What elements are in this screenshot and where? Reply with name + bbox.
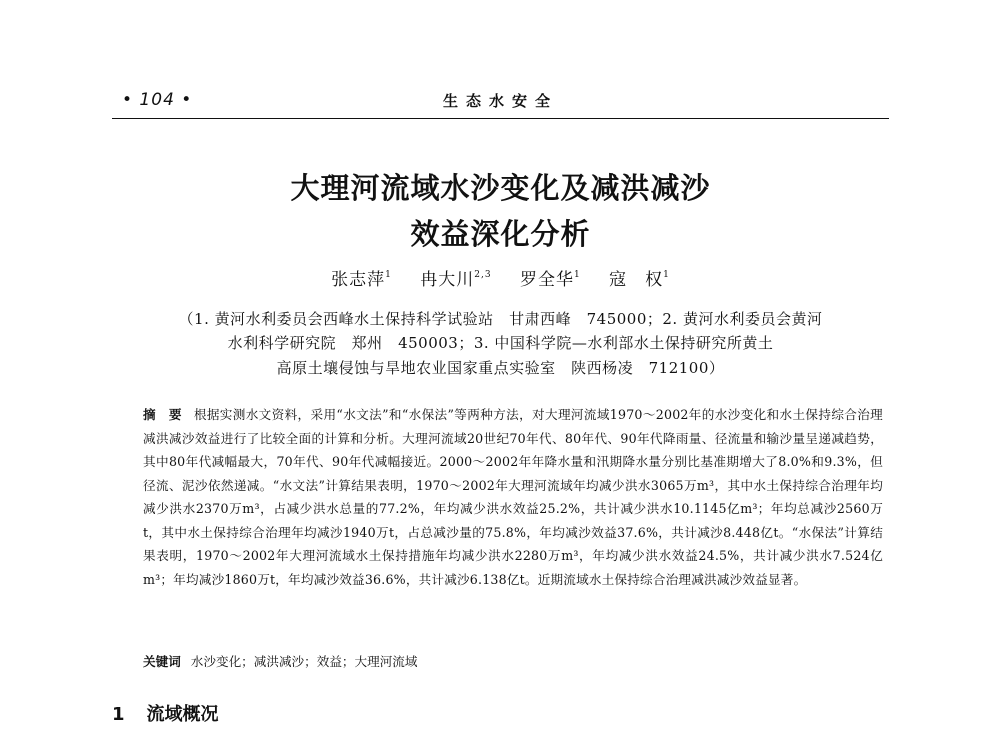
paper-title-line-2: 效益深化分析 bbox=[410, 217, 591, 251]
author bbox=[609, 270, 670, 290]
keywords-text: 水沙变化；减洪减沙；效益；大理河流域 bbox=[190, 654, 418, 669]
affiliation-line-2: 水利科学研究院 郑州 450003；3. 中国科学院—水利部水土保持研究所黄土 bbox=[227, 334, 774, 352]
section-title: 流域概况 bbox=[146, 704, 219, 725]
author bbox=[420, 270, 491, 290]
paper-title-line-1: 大理河流域水沙变化及减洪减沙 bbox=[290, 171, 711, 205]
running-title: 生态水安全 bbox=[442, 92, 558, 110]
author bbox=[520, 270, 581, 290]
author-affil-mark: 1 bbox=[574, 270, 581, 280]
author bbox=[331, 270, 392, 290]
header-rule bbox=[112, 118, 889, 119]
author-name: 张志萍 bbox=[331, 270, 386, 290]
keywords bbox=[143, 651, 883, 670]
section-heading bbox=[112, 700, 219, 726]
author-name: 罗全华 bbox=[520, 270, 574, 290]
author-affil-mark: 2,3 bbox=[474, 270, 492, 280]
keywords-label: 关键词 bbox=[143, 654, 181, 669]
affiliation-line-3: 高原土壤侵蚀与旱地农业国家重点实验室 陕西杨凌 712100） bbox=[276, 359, 725, 377]
author-list bbox=[112, 265, 889, 290]
page-number: • 104 • bbox=[122, 90, 193, 110]
abstract bbox=[143, 403, 883, 591]
running-header bbox=[112, 86, 889, 120]
author-affil-mark: 1 bbox=[663, 270, 670, 280]
author-name: 冉大川 bbox=[420, 270, 475, 290]
abstract-label: 摘 要 bbox=[143, 407, 182, 422]
section-number: 1 bbox=[112, 704, 125, 725]
abstract-text: 根据实测水文资料，采用“水文法”和“水保法”等两种方法，对大理河流域1970～2002年的水沙变化和水土保持综合治理减洪减沙效益进行了比较全面的计算和分析。大理河流域20世纪70年代、80年代、90年代降雨量、径流量和输沙量呈递减趋势，其中80年代减幅最大，70年代、90年代减幅接近。2000～2002年年降水量和汛期降水量分别比基准期增大了8.0%和9.3%，但径流、泥沙依然递减。“水文法”计算结果表明，1970～2002年大理河流域年均减少洪水3065万m³，其中水土保持综合治理年均减少洪水2370万m³，占减少洪水总量的77.2%，年均减少洪水效益25.2%，共计减少洪水10.1145亿m³；年均总减沙2560万t，其中水土保持综合治理年均减沙1940万t，占总减沙量的75.8%，年均减沙效益37.6%，共计减沙8.448亿t。“水保法”计算结果表明，1970～2002年大理河流域水土保持措施年均减少洪水2280万m³，年均减少洪水效益24.5%，共计减少洪水7.524亿m³；年均减沙1860万t，年均减沙效益36.6%，共计减沙6.138亿t。近期流域水土保持综合治理减洪减沙效益显著。 bbox=[143, 407, 883, 587]
author-affil-mark: 1 bbox=[385, 270, 392, 280]
author-name: 寇 权 bbox=[609, 270, 664, 290]
affiliation-line-1: （1. 黄河水利委员会西峰水土保持科学试验站 甘肃西峰 745000；2. 黄河水利委员会黄河 bbox=[178, 310, 823, 328]
